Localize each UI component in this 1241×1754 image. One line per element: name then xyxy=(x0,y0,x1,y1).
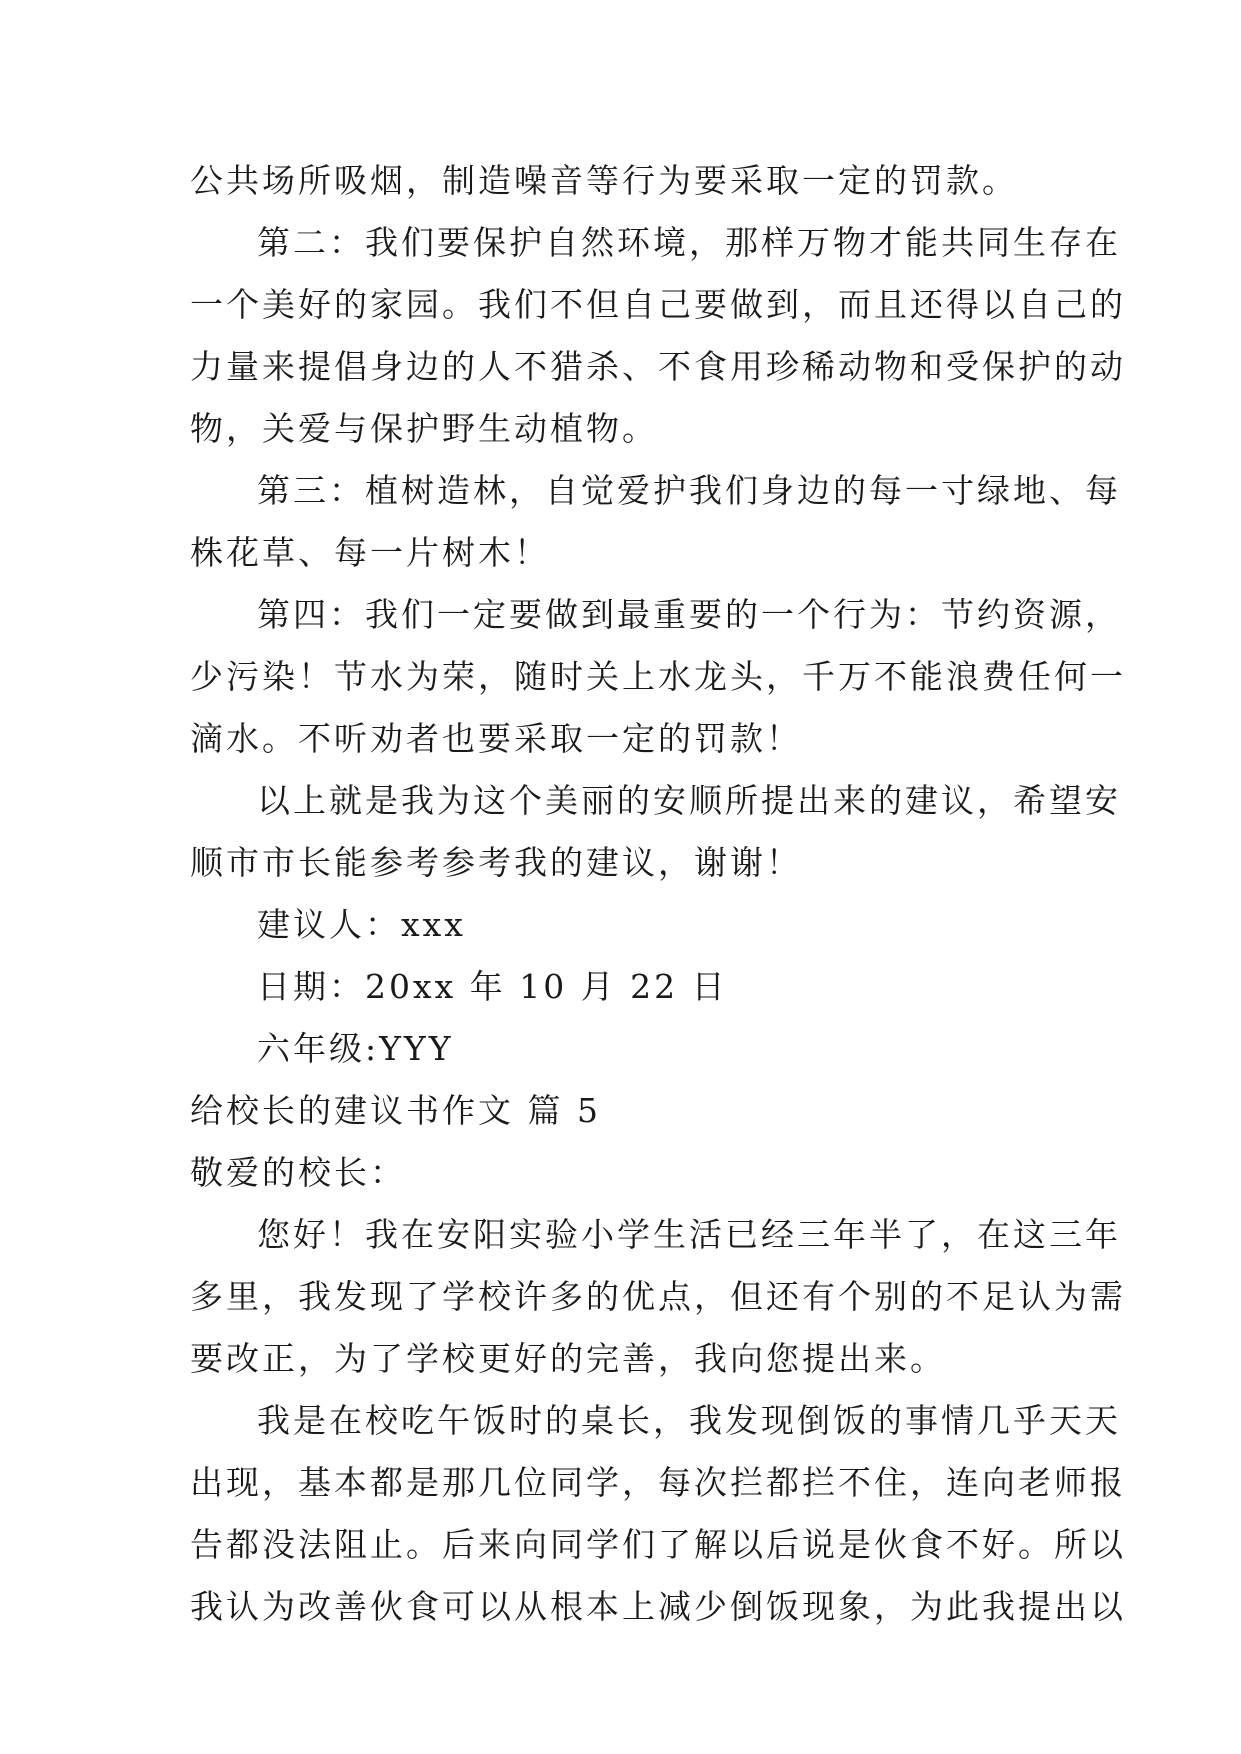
paragraph-line: 顺市市长能参考参考我的建议，谢谢！ xyxy=(190,843,802,882)
paragraph-line: 滴水。不听劝者也要采取一定的罚款！ xyxy=(190,719,802,758)
paragraph-line: 第四：我们一定要做到最重要的一个行为：节约资源， xyxy=(257,595,1121,634)
signature-proposer: 建议人：xxx xyxy=(257,905,466,944)
document-body xyxy=(190,150,1126,1638)
paragraph-line: 多里，我发现了学校许多的优点，但还有个别的不足认为需 xyxy=(190,1277,1126,1316)
paragraph-line: 力量来提倡身边的人不猎杀、不食用珍稀动物和受保护的动 xyxy=(190,347,1126,386)
signature-date: 日期：20xx 年 10 月 22 日 xyxy=(257,967,728,1006)
paragraph-line: 以上就是我为这个美丽的安顺所提出来的建议，希望安 xyxy=(257,781,1121,820)
paragraph-line: 您好！我在安阳实验小学生活已经三年半了，在这三年 xyxy=(257,1215,1121,1254)
paragraph-line: 第三：植树造林，自觉爱护我们身边的每一寸绿地、每 xyxy=(257,471,1121,510)
paragraph-line: 一个美好的家园。我们不但自己要做到，而且还得以自己的 xyxy=(190,285,1126,324)
paragraph-line: 株花草、每一片树木！ xyxy=(190,533,550,572)
paragraph-line: 公共场所吸烟，制造噪音等行为要采取一定的罚款。 xyxy=(190,161,1018,200)
paragraph-line: 物，关爱与保护野生动植物。 xyxy=(190,409,658,448)
paragraph-line: 要改正，为了学校更好的完善，我向您提出来。 xyxy=(190,1339,946,1378)
paragraph-line: 我是在校吃午饭时的桌长，我发现倒饭的事情几乎天天 xyxy=(257,1401,1121,1440)
paragraph-line: 第二：我们要保护自然环境，那样万物才能共同生存在 xyxy=(257,223,1121,262)
salutation: 敬爱的校长： xyxy=(190,1153,406,1192)
paragraph-line: 我认为改善伙食可以从根本上减少倒饭现象，为此我提出以 xyxy=(190,1587,1126,1626)
paragraph-line: 少污染！节水为荣，随时关上水龙头，千万不能浪费任何一 xyxy=(190,657,1126,696)
section-heading: 给校长的建议书作文 篇 5 xyxy=(190,1091,601,1130)
paragraph-line: 出现，基本都是那几位同学，每次拦都拦不住，连向老师报 xyxy=(190,1463,1126,1502)
signature-grade: 六年级:YYY xyxy=(257,1029,454,1068)
paragraph-line: 告都没法阻止。后来向同学们了解以后说是伙食不好。所以 xyxy=(190,1525,1126,1564)
